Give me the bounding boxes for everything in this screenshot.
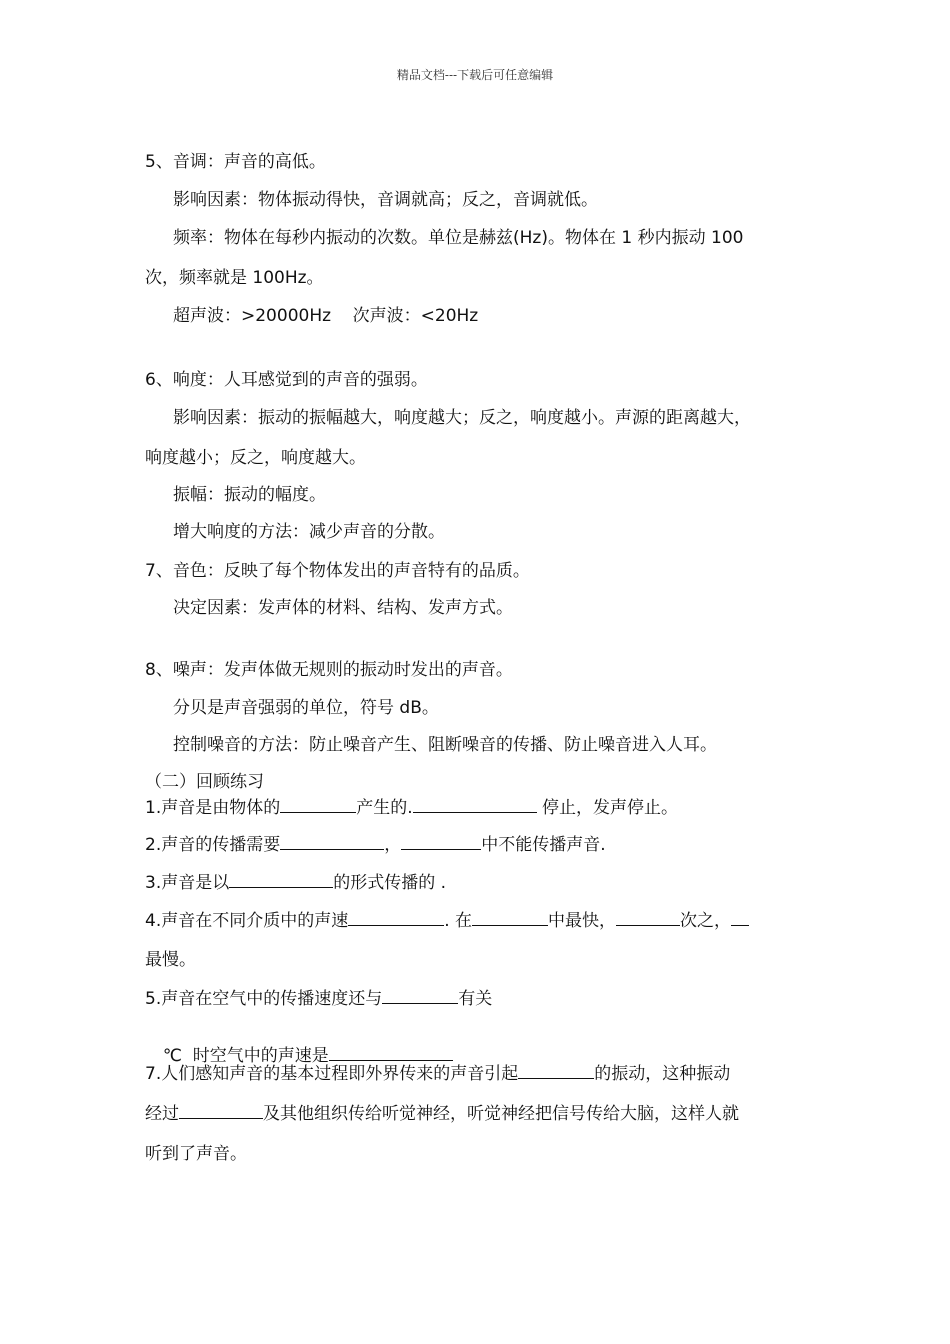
question-text: 次之，	[680, 911, 732, 931]
text-line: 次，频率就是 100Hz。	[145, 268, 324, 288]
text-line: 分贝是声音强弱的单位，符号 dB。	[173, 698, 439, 718]
answer-blank[interactable]	[229, 873, 333, 888]
text-line: 超声波：>20000Hz 次声波：<20Hz	[173, 306, 479, 326]
question-text: 中最快，	[548, 911, 617, 931]
answer-blank[interactable]	[329, 1046, 453, 1061]
question-text: 中不能传播声音.	[481, 835, 606, 855]
answer-blank[interactable]	[179, 1104, 263, 1119]
text-line: 振幅：振动的幅度。	[173, 485, 326, 505]
question-4	[145, 911, 749, 931]
question-7-cont	[145, 1104, 739, 1124]
text-line: 增大响度的方法：减少声音的分散。	[173, 522, 445, 542]
section-title: （二）回顾练习	[145, 772, 264, 792]
question-text: 2.声音的传播需要	[145, 835, 281, 855]
question-1	[145, 798, 678, 818]
question-text: 及其他组织传给听觉神经，听觉神经把信号传给大脑，这样人就	[263, 1104, 739, 1124]
question-text: 4.声音在不同介质中的声速	[145, 911, 349, 931]
answer-blank[interactable]	[280, 835, 384, 850]
answer-blank[interactable]	[731, 911, 749, 926]
page-header: 精品文档---下载后可任意编辑	[396, 68, 554, 82]
question-text: ℃ 时空气中的声速是	[162, 1046, 329, 1066]
text-line: 控制噪音的方法：防止噪音产生、阻断噪音的传播、防止噪音进入人耳。	[173, 735, 717, 755]
heading-noise: 8、噪声：发声体做无规则的振动时发出的声音。	[145, 660, 513, 680]
text-line: 影响因素：振动的振幅越大，响度越大；反之，响度越小。声源的距离越大，	[173, 408, 751, 428]
answer-blank[interactable]	[472, 911, 548, 926]
question-3	[145, 873, 446, 893]
text-line: 决定因素：发声体的材料、结构、发声方式。	[173, 598, 513, 618]
heading-loudness: 6、响度：人耳感觉到的声音的强弱。	[145, 370, 428, 390]
answer-blank[interactable]	[401, 835, 481, 850]
question-7-end: 听到了声音。	[145, 1144, 247, 1164]
text-line: 频率：物体在每秒内振动的次数。单位是赫兹(Hz)。物体在 1 秒内振动 100	[173, 228, 744, 248]
answer-blank[interactable]	[382, 989, 458, 1004]
question-text: 经过	[145, 1104, 179, 1124]
question-text: 的振动，这种振动	[594, 1064, 731, 1084]
question-text: . 在	[444, 911, 473, 931]
question-2	[145, 835, 606, 855]
question-text: 7.人们感知声音的基本过程即外界传来的声音引起	[145, 1064, 519, 1084]
heading-timbre: 7、音色：反映了每个物体发出的声音特有的品质。	[145, 561, 530, 581]
question-4-cont: 最慢。	[145, 950, 196, 970]
question-5	[145, 989, 492, 1009]
question-text: 停止，发声停止。	[536, 798, 679, 818]
text-line: 响度越小；反之，响度越大。	[145, 448, 366, 468]
question-7	[145, 1064, 730, 1084]
answer-blank[interactable]	[348, 911, 444, 926]
question-text: ，	[384, 835, 402, 855]
question-text: 产生的.	[356, 798, 413, 818]
answer-blank[interactable]	[413, 798, 537, 813]
answer-blank[interactable]	[518, 1064, 594, 1079]
question-text: 有关	[458, 989, 493, 1009]
question-6	[152, 1026, 453, 1066]
question-text: 1.声音是由物体的	[145, 798, 281, 818]
text-line: 影响因素：物体振动得快，音调就高；反之，音调就低。	[173, 190, 598, 210]
question-text: 3.声音是以	[145, 873, 230, 893]
question-text: 5.声音在空气中的传播速度还与	[145, 989, 383, 1009]
heading-pitch: 5、音调：声音的高低。	[145, 152, 326, 172]
answer-blank[interactable]	[616, 911, 680, 926]
question-text: 的形式传播的 .	[333, 873, 447, 893]
answer-blank[interactable]	[280, 798, 356, 813]
